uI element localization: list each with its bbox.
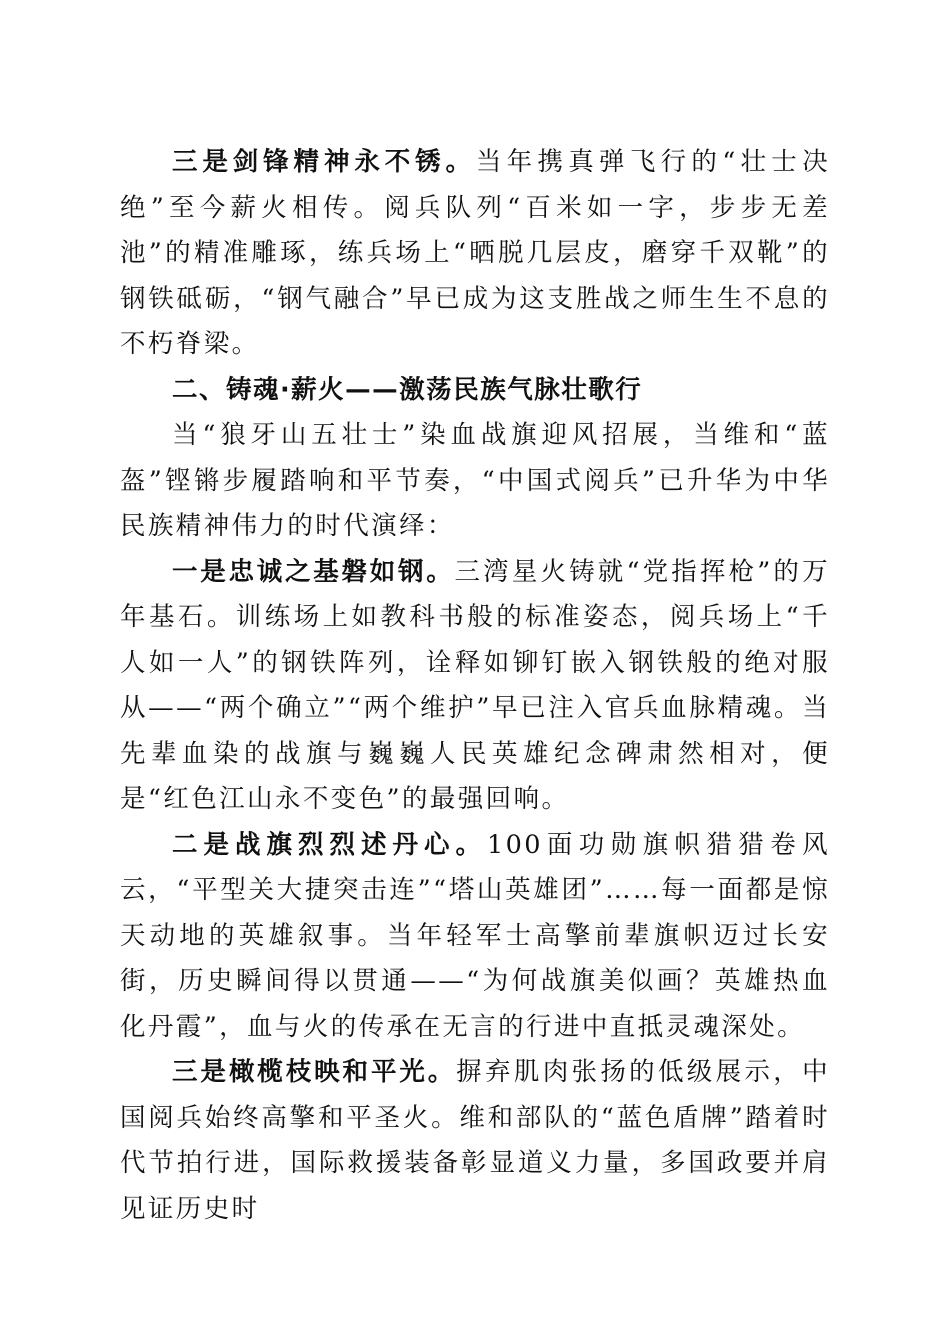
paragraph-battle-flags <box>120 823 830 1051</box>
paragraph-text: 三湾星火铸就“党指挥枪”的万年基石。训练场上如教科书般的标准姿态，阅兵场上“千人如一人”的钢铁阵列，诠释如铆钉嵌入钢铁般的绝对服从——“两个确立”“两个维护”早已注入官兵血脉精魂。当先辈血染的战旗与巍巍人民英雄纪念碑肃然相对，便是“红色江山永不变色”的最强回响。 <box>120 556 830 814</box>
paragraph-lead: 一是忠诚之基磐如钢。 <box>172 556 455 587</box>
paragraph-sword-spirit <box>120 140 830 368</box>
paragraph-text: 摒弃肌肉张扬的低级展示，中国阅兵始终高擎和平圣火。维和部队的“蓝色盾牌”踏着时代节拍行进，国际救援装备彰显道义力量，多国政要并肩见证历史时 <box>120 1057 830 1224</box>
paragraph-olive-branch <box>120 1050 830 1232</box>
paragraph-loyalty <box>120 550 830 823</box>
paragraph-lead: 三是橄榄枝映和平光。 <box>172 1057 457 1087</box>
paragraph-lead: 二是战旗烈烈述丹心。 <box>172 829 488 860</box>
document-body <box>120 140 830 1232</box>
paragraph-intro <box>120 413 830 550</box>
paragraph-lead: 三是剑锋精神永不锈。 <box>172 147 476 177</box>
paragraph-text: 100面功勋旗帜猎猎卷风云，“平型关大捷突击连”“塔山英雄团”……每一面都是惊天动地的英雄叙事。当年轻军士高擎前辈旗帜迈过长安街，历史瞬间得以贯通——“为何战旗美似画？英雄热血化丹霞”，血与火的传承在无言的行进中直抵灵魂深处。 <box>120 829 830 1042</box>
paragraph-text: 当“狼牙山五壮士”染血战旗迎风招展，当维和“蓝盔”铿锵步履踏响和平节奏，“中国式阅兵”已升华为中华民族精神伟力的时代演绎： <box>120 420 830 541</box>
section-heading: 二、铸魂·薪火——激荡民族气脉壮歌行 <box>172 374 643 405</box>
paragraph-text: 当年携真弹飞行的“壮士决绝”至今薪火相传。阅兵队列“百米如一字，步步无差池”的精准雕琢，练兵场上“晒脱几层皮，磨穿千双靴”的钢铁砥砺，“钢气融合”早已成为这支胜战之师生生不息的不朽脊梁。 <box>120 147 830 359</box>
